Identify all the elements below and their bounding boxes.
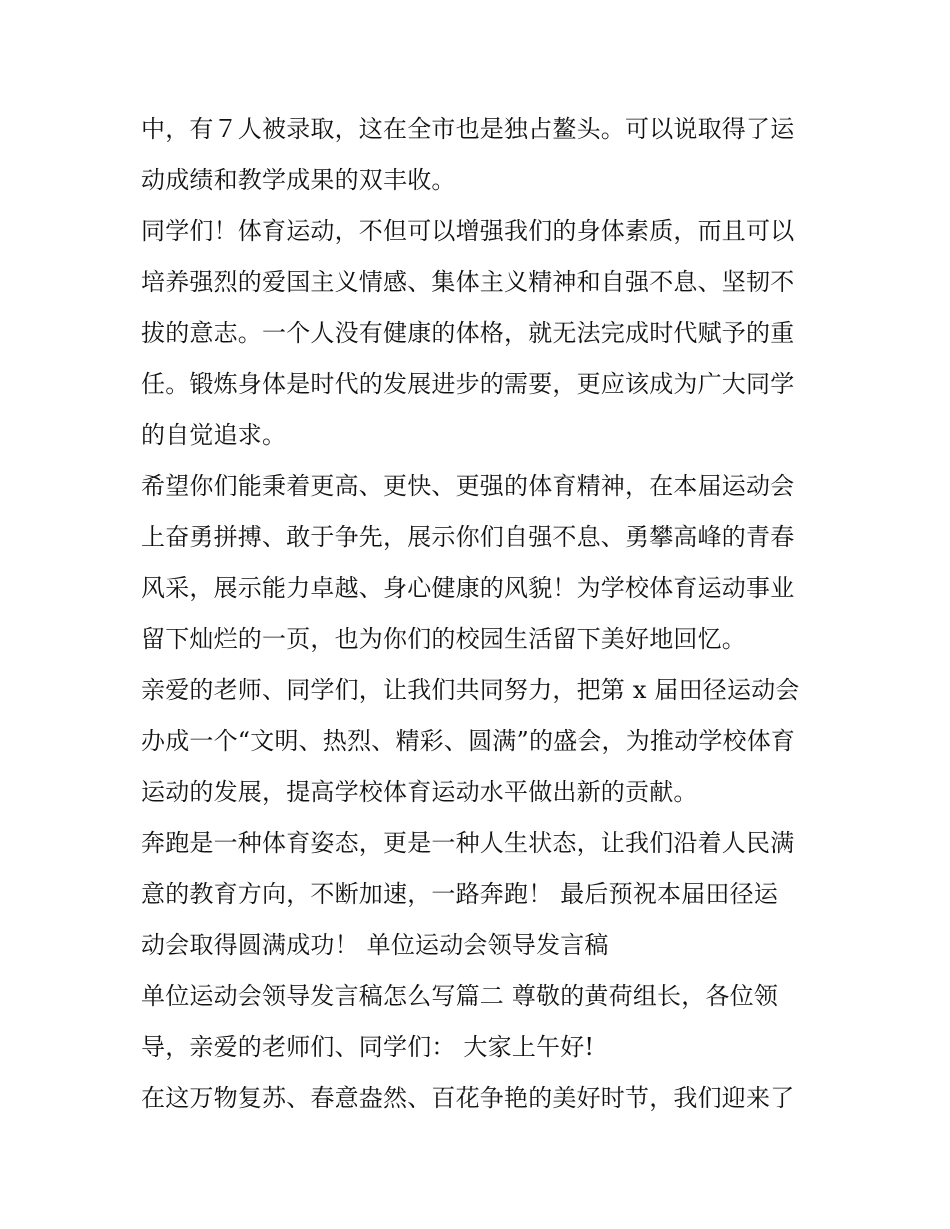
text-line: 希望你们能秉着更高、更快、更强的体育精神，在本届运动会 [141,472,795,500]
text-line: 留下灿烂的一页，也为你们的校园生活留下美好地回忆。 [141,625,746,653]
text-line: 办成一个“文明、热烈、精彩、圆满”的盛会，为推动学校体育 [141,727,796,755]
text-line: 风采，展示能力卓越、身心健康的风貌！为学校体育运动事业 [141,574,795,602]
text-line: 在这万物复苏、春意盎然、百花争艳的美好时节，我们迎来了 [141,1084,795,1112]
text-line: 动成绩和教学成果的双丰收。 [141,166,456,194]
text-line: 运动的发展，提高学校体育运动水平做出新的贡献。 [141,778,698,806]
text-line: 上奋勇拼搏、敢于争先，展示你们自强不息、勇攀高峰的青春 [141,523,795,551]
text-line: 奔跑是一种体育姿态，更是一种人生状态，让我们沿着人民满 [141,829,795,857]
document-body [141,104,821,1124]
text-line: 单位运动会领导发言稿怎么写篇二 尊敬的黄荷组长，各位领 [141,982,779,1010]
text-line: 拔的意志。一个人没有健康的体格，就无法完成时代赋予的重 [141,319,795,347]
text-line: 的自觉追求。 [141,421,287,449]
text-line: 导，亲爱的老师们、同学们： 大家上午好! [141,1033,595,1061]
text-line: 任。锻炼身体是时代的发展进步的需要，更应该成为广大同学 [141,370,795,398]
text-line: 动会取得圆满成功！ 单位运动会领导发言稿 [141,931,609,959]
text-line: 培养强烈的爱国主义情感、集体主义精神和自强不息、坚韧不 [141,268,795,296]
text-line: 意的教育方向，不断加速，一路奔跑！ 最后预祝本届田径运 [141,880,779,908]
text-line: 中，有７人被录取，这在全市也是独占鳌头。可以说取得了运 [141,115,795,143]
text-line: 亲爱的老师、同学们，让我们共同努力，把第 x 届田径运动会 [141,676,800,704]
text-line: 同学们！体育运动，不但可以增强我们的身体素质，而且可以 [141,217,795,245]
